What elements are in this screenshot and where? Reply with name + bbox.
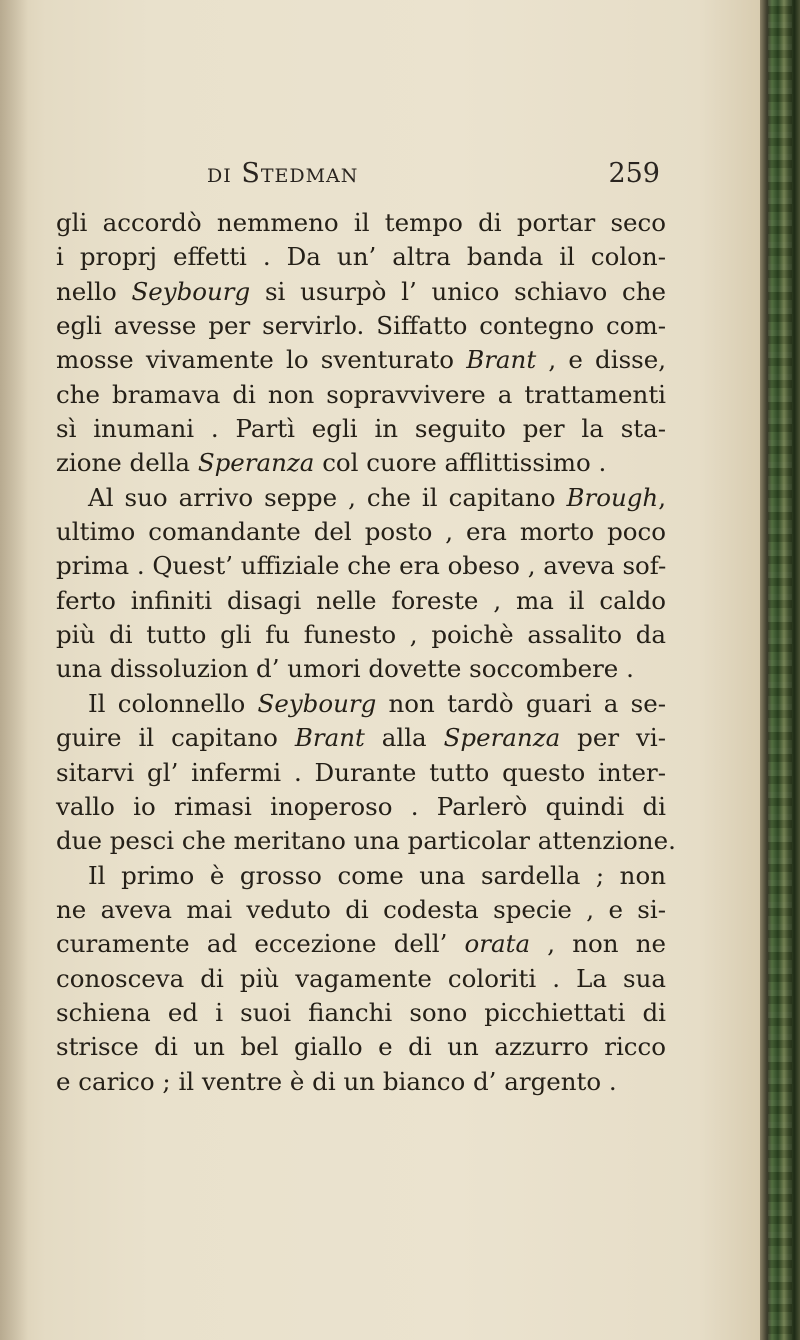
text-segment: egli avesse per servirlo. Siffatto contegno com- [56, 311, 666, 341]
text-segment: conosceva di più vagamente coloriti . La sua [56, 963, 666, 993]
text-segment: col cuore afflittissimo . [314, 448, 607, 478]
running-head-prefix: di [207, 158, 242, 189]
text-line [56, 927, 666, 961]
text-segment: mosse vivamente lo sventurato [56, 345, 467, 375]
italic-name: Brough [566, 482, 659, 512]
text-line [56, 824, 676, 858]
page-header [70, 158, 660, 198]
text-line [56, 343, 666, 377]
text-segment: per vi- [560, 723, 666, 753]
text-line [56, 446, 666, 480]
book-binding-edge [760, 0, 800, 1340]
text-segment: prima . Quest’ uffiziale che era obeso , aveva sof- [56, 551, 667, 581]
italic-name: Brant [466, 345, 537, 375]
running-head-name: Stedman [241, 158, 359, 189]
text-segment: non tardò guari a se- [376, 688, 666, 718]
text-segment: , [658, 482, 666, 512]
text-line [56, 206, 666, 240]
text-segment: ultimo comandante del posto , era morto poco [56, 517, 666, 547]
text-line [56, 515, 666, 549]
italic-name: Speranza [443, 723, 561, 753]
text-line [56, 1065, 666, 1099]
text-line [56, 378, 666, 412]
text-line [56, 1030, 666, 1064]
text-segment: Al suo arrivo seppe , che il capitano [88, 482, 567, 512]
text-segment: ferto infiniti disagi nelle foreste , ma il caldo [56, 585, 666, 615]
text-segment: gli accordò nemmeno il tempo di portar seco [56, 208, 666, 237]
text-segment: zione della [56, 448, 198, 478]
text-segment: i proprj effetti . Da un’ altra banda il colon- [56, 242, 666, 272]
text-segment: schiena ed i suoi fianchi sono picchiettati di [56, 997, 666, 1027]
text-line [56, 412, 666, 446]
page-number: 259 [608, 158, 660, 189]
text-line [56, 618, 666, 652]
text-segment: e carico ; il ventre è di un bianco d’ argento . [56, 1066, 617, 1096]
italic-name: Seybourg [131, 276, 251, 306]
text-line [56, 309, 666, 343]
text-line [56, 859, 666, 893]
text-line [56, 996, 666, 1030]
body-text [56, 206, 676, 1099]
text-segment: strisce di un bel giallo e di un azzurro ricco [56, 1032, 666, 1062]
text-line [56, 549, 666, 583]
text-segment: due pesci che meritano una particolar attenzione. [56, 826, 676, 856]
text-line [56, 275, 666, 309]
text-segment: si usurpò l’ unico schiavo che [250, 276, 666, 306]
text-line [56, 962, 666, 996]
text-segment: più di tutto gli fu funesto , poichè assalito da [56, 620, 666, 650]
text-segment: , non ne [530, 929, 666, 959]
text-segment: alla [364, 723, 444, 753]
text-segment: sì inumani . Partì egli in seguito per la sta- [56, 414, 666, 444]
italic-name: Brant [294, 723, 365, 753]
text-line [56, 687, 666, 721]
text-segment: ne aveva mai veduto di codesta specie , e si- [56, 894, 666, 924]
text-line [56, 721, 666, 755]
text-segment: , e disse, [536, 345, 666, 375]
page-gutter-shadow [0, 0, 28, 1340]
text-segment: curamente ad eccezione dell’ [56, 929, 465, 959]
text-line [56, 240, 666, 274]
text-line [56, 584, 666, 618]
text-segment: guire il capitano [56, 723, 295, 753]
text-segment: che bramava di non sopravvivere a trattamenti [56, 379, 666, 409]
italic-name: orata [464, 929, 531, 959]
text-line [56, 893, 666, 927]
running-head [207, 158, 358, 189]
text-line [56, 756, 666, 790]
text-line [56, 790, 666, 824]
text-segment: Il primo è grosso come una sardella ; non [88, 860, 666, 890]
italic-name: Seybourg [257, 688, 377, 718]
text-segment: nello [56, 276, 132, 306]
text-segment: vallo io rimasi inoperoso . Parlerò quindi di [56, 791, 666, 821]
text-line [56, 652, 666, 686]
text-line [56, 481, 666, 515]
text-segment: Il colonnello [88, 688, 258, 718]
text-segment: una dissoluzion d’ umori dovette soccombere . [56, 654, 634, 684]
text-segment: sitarvi gl’ infermi . Durante tutto questo inter- [56, 757, 666, 787]
italic-name: Speranza [197, 448, 315, 478]
